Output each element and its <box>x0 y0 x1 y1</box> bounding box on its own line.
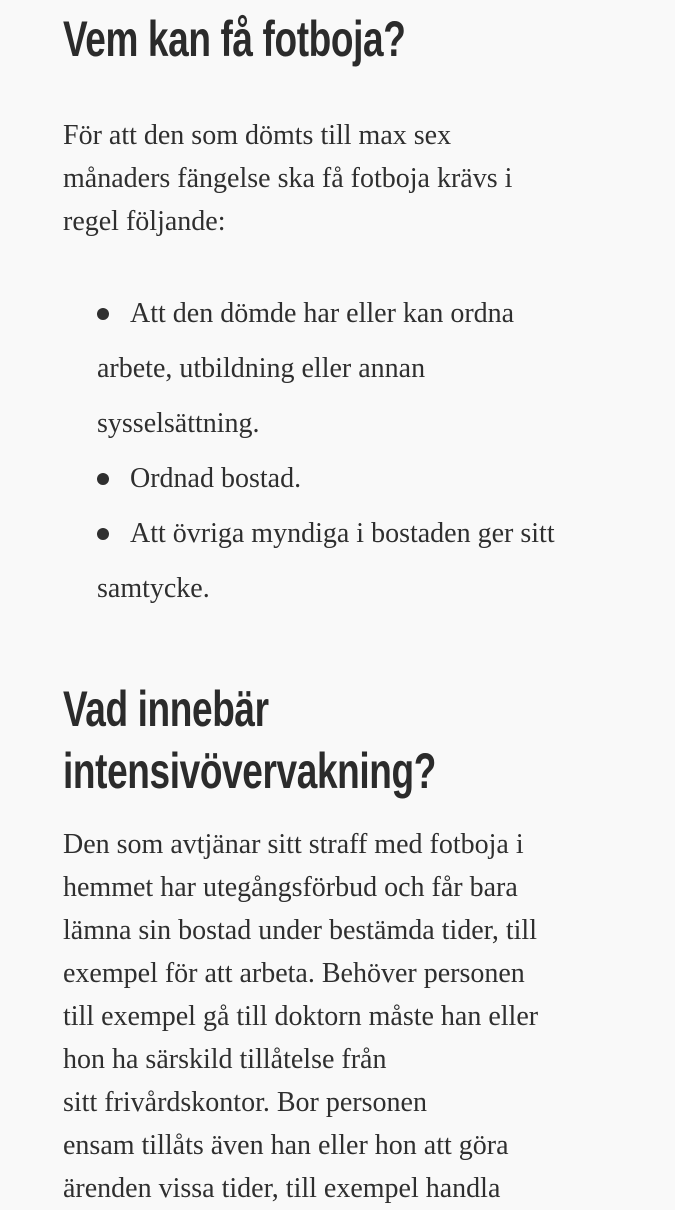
requirements-list <box>97 286 657 616</box>
list-item <box>97 286 657 451</box>
paragraph-line: till exempel gå till doktorn måste han eller <box>63 1001 539 1032</box>
list-item-text: arbete, utbildning eller annan <box>97 353 426 384</box>
heading-what-is-intensive-supervision <box>63 678 436 802</box>
paragraph-line: hemmet har utegångsförbud och får bara <box>63 872 518 903</box>
intro-paragraph <box>63 114 643 243</box>
paragraph-line: exempel för att arbeta. Behöver personen <box>63 958 525 989</box>
list-item-text: Att den dömde har eller kan ordna <box>130 298 515 329</box>
list-item-text: sysselsättning. <box>97 408 260 439</box>
heading-who-can-get-ankle-monitor: Vem kan få fotboja? <box>63 11 406 67</box>
list-item-text: samtycke. <box>97 573 210 604</box>
heading-line: Vad innebär <box>63 681 269 737</box>
paragraph-line: hon ha särskild tillåtelse från <box>63 1044 387 1075</box>
paragraph-line: ensam tillåts även han eller hon att göra <box>63 1130 509 1161</box>
bullet-icon <box>97 528 109 540</box>
supervision-paragraph <box>63 823 643 1210</box>
list-item <box>97 451 657 506</box>
bullet-icon <box>97 473 109 485</box>
paragraph-line: lämna sin bostad under bestämda tider, till <box>63 915 537 946</box>
intro-line: månaders fängelse ska få fotboja krävs i <box>63 163 513 194</box>
paragraph-line: sitt frivårdskontor. Bor personen <box>63 1087 427 1118</box>
list-item-text: Att övriga myndiga i bostaden ger sitt <box>130 518 555 549</box>
paragraph-line: Den som avtjänar sitt straff med fotboja i <box>63 829 524 860</box>
paragraph-line: ärenden vissa tider, till exempel handla <box>63 1173 501 1204</box>
heading-line: intensivövervakning? <box>63 743 436 799</box>
intro-line: För att den som dömts till max sex <box>63 120 452 151</box>
list-item <box>97 506 657 616</box>
bullet-icon <box>97 308 109 320</box>
intro-line: regel följande: <box>63 206 226 237</box>
list-item-text: Ordnad bostad. <box>130 463 302 494</box>
